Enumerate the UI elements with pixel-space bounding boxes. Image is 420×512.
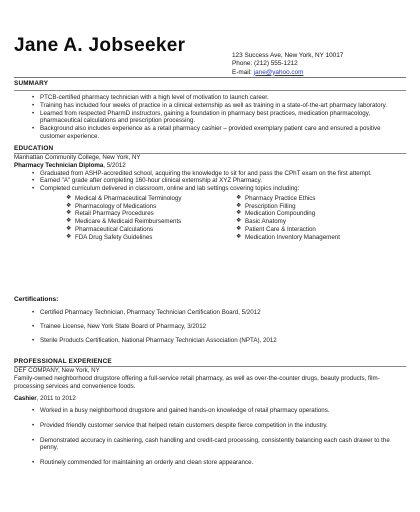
topic-text: Prescription Filling <box>245 202 296 210</box>
list-item-text: Completed curriculum delivered in classroom, online and lab settings covering topics including: <box>40 185 300 192</box>
topic-text: Medicare & Medicaid Reimbursements <box>75 218 182 225</box>
diamond-bullet-icon: ❖ <box>236 194 242 201</box>
topic-item <box>66 226 236 234</box>
certifications-section <box>14 296 406 344</box>
diamond-bullet-icon: ❖ <box>236 233 242 240</box>
topics-columns <box>14 195 406 242</box>
topic-item <box>66 210 236 218</box>
list-item <box>14 337 406 345</box>
summary-heading: SUMMARY <box>14 80 49 87</box>
diploma-line <box>14 162 406 170</box>
email-label: E-mail: <box>232 68 254 76</box>
diamond-bullet-icon: ❖ <box>66 194 72 201</box>
topic-text: Pharmaceutical Calculations <box>75 225 154 233</box>
diamond-bullet-icon: ❖ <box>66 225 72 232</box>
topic-text: Medical & Pharmaceutical Terminology <box>75 194 182 202</box>
list-item-text: PTCB-certified pharmacy technician with a high level of motivation to launch career. <box>40 94 269 101</box>
bullet-dot-icon: • <box>32 94 35 101</box>
list-item <box>14 309 406 317</box>
list-item-text: Provided friendly customer service that helped retain customers despite fierce competition in the industry. <box>40 421 328 429</box>
diamond-bullet-icon: ❖ <box>66 218 72 224</box>
bullet-dot-icon: • <box>32 177 35 185</box>
diploma-date: , 5/2012 <box>103 161 126 169</box>
topic-text: Pharmacology of Medications <box>75 202 157 210</box>
topic-item <box>236 218 406 226</box>
list-item <box>14 110 406 126</box>
list-item <box>14 170 406 178</box>
topic-text: Medication Compounding <box>245 210 316 218</box>
education-section <box>14 145 406 241</box>
list-item-text: Background also includes experience as a retail pharmacy cashier – provided exemplary patient care and ensured a positive customer experience. <box>40 125 381 140</box>
certifications-heading: Certifications: <box>14 296 59 303</box>
topic-text: Basic Anatomy <box>245 218 286 225</box>
phone-line: Phone: (212) 555-1212 <box>232 60 298 68</box>
list-item <box>14 459 406 467</box>
diamond-bullet-icon: ❖ <box>236 202 242 209</box>
bullet-dot-icon: • <box>32 407 35 414</box>
address-line: 123 Success Ave, New York, NY 10017 <box>232 52 344 59</box>
topics-right-list <box>236 195 406 242</box>
list-item-text: Training has included four weeks of practice in a clinical externship as well as training in a state-of-the-art pharmacy laboratory. <box>40 101 388 109</box>
role-dates: , 2011 to 2012 <box>36 395 76 403</box>
list-item <box>14 125 406 141</box>
topic-text: Medication Inventory Management <box>245 233 340 241</box>
diamond-bullet-icon: ❖ <box>66 202 72 209</box>
diamond-bullet-icon: ❖ <box>236 218 242 224</box>
list-item <box>14 422 406 430</box>
candidate-name: Jane A. Jobseeker <box>14 35 186 56</box>
topic-text: Patient Care & Interaction <box>245 225 316 233</box>
bullet-dot-icon: • <box>32 322 35 330</box>
list-item <box>14 177 406 185</box>
topics-left-list <box>66 195 236 242</box>
list-item-text: Graduated from ASHP-accredited school, acquiring the knowledge to sit for and pass the CPhT exam on the first attempt. <box>40 169 372 177</box>
bullet-dot-icon: • <box>32 109 35 117</box>
bullet-dot-icon: • <box>32 185 35 192</box>
summary-section <box>14 80 406 141</box>
bullet-dot-icon: • <box>32 436 35 444</box>
diamond-bullet-icon: ❖ <box>236 210 242 217</box>
list-item-text: Learned from respected PharmD instructors, gaining a foundation in pharmacy best practices, medication pharmacology, pharmaceutical calculations and prescription processing. <box>40 109 371 125</box>
role-line <box>14 395 406 403</box>
diamond-bullet-icon: ❖ <box>236 225 242 232</box>
diamond-bullet-icon: ❖ <box>66 210 72 217</box>
topic-item <box>66 234 236 242</box>
list-item-text: Sterile Products Certification, National Pharmacy Technician Association (NPTA), 2012 <box>40 336 277 344</box>
bullet-dot-icon: • <box>32 421 35 429</box>
list-item-text: Earned "A" grade after completing 160-hour clinical externship at XYZ Pharmacy. <box>40 177 262 185</box>
summary-list <box>14 94 406 141</box>
company-description: Family-owned neighborhood drugstore offering a full-service retail pharmacy, as well as over-the-counter drugs, beauty products, film-processing services and convenience foods. <box>14 374 380 390</box>
bullet-dot-icon: • <box>32 309 35 317</box>
experience-list <box>14 407 406 467</box>
email-line <box>232 69 343 77</box>
email-link[interactable]: jane@yahoo.com <box>253 68 304 76</box>
topic-item <box>236 234 406 242</box>
bullet-dot-icon: • <box>32 101 35 109</box>
education-list <box>14 170 406 193</box>
contact-block <box>232 52 343 77</box>
education-heading: EDUCATION <box>14 145 54 152</box>
company-name: DEF COMPANY, New York, NY <box>14 367 100 374</box>
list-item-text: Routinely commended for maintaining an orderly and clean store appearance. <box>40 459 254 466</box>
certifications-list <box>14 309 406 344</box>
bullet-dot-icon: • <box>32 336 35 344</box>
list-item <box>14 102 406 110</box>
experience-heading: PROFESSIONAL EXPERIENCE <box>14 358 112 365</box>
topic-item <box>236 195 406 203</box>
summary-divider <box>14 90 406 91</box>
header-divider <box>14 77 406 78</box>
topic-item <box>236 226 406 234</box>
topic-text: Pharmacy Practice Ethics <box>245 194 316 202</box>
list-item <box>14 437 406 453</box>
list-item-text: Worked in a busy neighborhood drugstore and gained hands-on knowledge of retail pharmacy operations. <box>40 407 330 414</box>
topic-text: Retail Pharmacy Procedures <box>75 210 154 218</box>
list-item <box>14 185 406 193</box>
role-title: Cashier <box>14 395 37 403</box>
experience-section <box>14 358 406 467</box>
bullet-dot-icon: • <box>32 459 35 466</box>
list-item <box>14 94 406 102</box>
list-item <box>14 323 406 331</box>
school-name: Manhattan Community College, New York, NY <box>14 154 141 161</box>
topic-item <box>236 203 406 211</box>
bullet-dot-icon: • <box>32 169 35 177</box>
diamond-bullet-icon: ❖ <box>66 233 72 240</box>
list-item <box>14 407 406 415</box>
topic-item <box>236 210 406 218</box>
bullet-dot-icon: • <box>32 125 35 132</box>
topic-item <box>66 203 236 211</box>
topic-text: FDA Drug Safety Guidelines <box>75 233 153 241</box>
diploma-title: Pharmacy Technician Diploma <box>14 161 104 169</box>
topic-item <box>66 218 236 226</box>
list-item-text: Certified Pharmacy Technician, Pharmacy Technician Certification Board, 5/2012 <box>40 309 261 317</box>
topic-item <box>66 195 236 203</box>
list-item-text: Demonstrated accuracy in cashiering, cash handling and credit-card processing, consistently balancing each cash drawer to the penny. <box>40 436 390 452</box>
list-item-text: Trainee License, New York State Board of Pharmacy, 3/2012 <box>40 322 207 330</box>
